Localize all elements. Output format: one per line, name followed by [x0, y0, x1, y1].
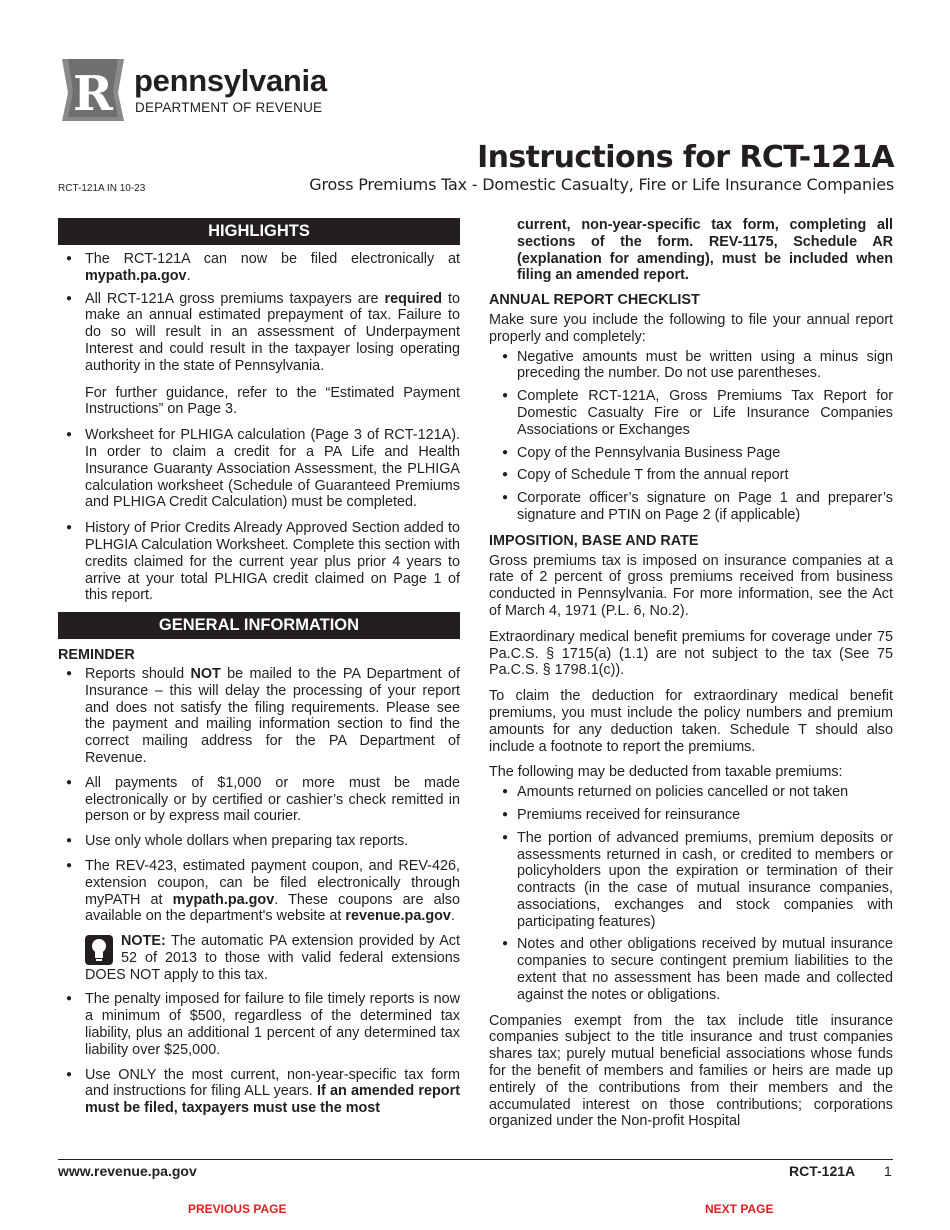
- note-block: [85, 933, 460, 983]
- reminder-heading: REMINDER: [58, 647, 135, 664]
- list-item: ● Complete RCT-121A, Gross Premiums Tax Report for Domestic Casualty Fire or Life Insurance Companies Associations or Exchanges: [489, 388, 893, 438]
- list-item: ● Copy of Schedule T from the annual report: [489, 467, 893, 484]
- checklist-heading: ANNUAL REPORT CHECKLIST: [489, 292, 700, 309]
- amended-report-continuation: current, non-year-specific tax form, completing all sections of the form. REV-1175, Schedule AR (explanation for amending), must be included when filing an amended report.: [517, 217, 893, 284]
- deductions-list: [489, 784, 893, 1004]
- left-column: [58, 218, 460, 1117]
- list-item: ● The penalty imposed for failure to file timely reports is now a minimum of $500, regardless of the determined tax liability, plus an additional 1 percent of any determined tax liability over $25,000.: [58, 991, 460, 1058]
- mypath-link[interactable]: mypath.pa.gov: [172, 891, 275, 908]
- imposition-paragraph: The following may be deducted from taxable premiums:: [489, 764, 843, 781]
- footer-page-number: 1: [884, 1163, 892, 1179]
- imposition-paragraph: To claim the deduction for extraordinary medical benefit premiums, you must include the policy numbers and premium amounts for any deduction taken. Schedule T should also include a footnote to report the premiums.: [489, 688, 893, 755]
- lightbulb-icon: [85, 935, 113, 965]
- list-item: ● Use only whole dollars when preparing tax reports.: [58, 833, 460, 850]
- list-item: ● The portion of advanced premiums, premium deposits or assessments returned in cash, or credited to members or policyholders upon the expiration or termination of their contracts (in the case of mutual insurance companies, associations, exchanges and stock companies with participating features): [489, 830, 893, 931]
- list-item: ● Reports should NOT be mailed to the PA Department of Insurance – this will delay the processing of your report and does not satisfy the filing requirements. Please see the payment and mailing information section to find the correct mailing address for the PA Department of Revenue.: [58, 666, 460, 767]
- keystone-icon: [58, 55, 128, 125]
- list-item: ● The RCT-121A can now be filed electronically at mypath.pa.gov.: [58, 251, 460, 285]
- highlights-list: [58, 251, 460, 604]
- reminder-list: [58, 666, 460, 1117]
- page-subtitle: Gross Premiums Tax - Domestic Casualty, Fire or Life Insurance Companies: [309, 175, 894, 194]
- list-item: ● Use ONLY the most current, non-year-specific tax form and instructions for filing ALL years. If an amended report must be filed, taxpayers must use the most: [58, 1067, 460, 1117]
- highlights-heading: HIGHLIGHTS: [58, 218, 460, 245]
- logo-wordmark: pennsylvania: [134, 63, 327, 98]
- right-column: [489, 217, 893, 1130]
- note-text: The automatic PA extension provided by Act 52 of 2013 to those with valid federal extensions DOES NOT apply to this tax.: [85, 933, 460, 983]
- list-item: ● Premiums received for reinsurance: [489, 807, 893, 824]
- page-title: Instructions for RCT-121A: [477, 140, 894, 175]
- exemptions-paragraph: Companies exempt from the tax include title insurance companies subject to the title insurance and trust companies shares tax; purely mutual beneficial associations whose funds for the benefit of members and families or heirs are made up entirely of the contributions from their members and the accumulated interest on those contributions; corporations organized under the Non-profit Hospital: [489, 1012, 893, 1130]
- list-item: ● All RCT-121A gross premiums taxpayers are required to make an annual estimated prepayment of tax. Failure to do so will result in an assessment of Underpayment Interest and could result in the taxpayer losing operating authority in the state of Pennsylvania. For further guidance, refer to the “Estimated Payment Instructions” on Page 3.: [58, 291, 460, 419]
- imposition-heading: IMPOSITION, BASE AND RATE: [489, 532, 699, 549]
- list-item: ● Copy of the Pennsylvania Business Page: [489, 445, 893, 462]
- footer-form-name: RCT-121A: [789, 1163, 856, 1179]
- checklist-list: [489, 349, 893, 524]
- form-revision-id: RCT-121A IN 10-23: [58, 183, 146, 194]
- list-item: ● Negative amounts must be written using a minus sign preceding the number. Do not use parentheses.: [489, 349, 893, 383]
- list-item: ● The REV-423, estimated payment coupon, and REV-426, extension coupon, can be filed electronically through myPATH at mypath.pa.gov. These coupons are also available on the department's website at revenue.pa.gov. NOTE: The automatic PA extension provided by Act 52 of 2013 to those with valid federal extensions DOES NOT apply to this tax.: [58, 858, 460, 984]
- general-information-heading: GENERAL INFORMATION: [58, 612, 460, 639]
- list-item: ● Notes and other obligations received by mutual insurance companies to secure contingent premium liabilities to the extent that no assessment has been made and collected against the notes or obligations.: [489, 936, 893, 1003]
- revenue-link[interactable]: revenue.pa.gov: [345, 908, 451, 925]
- footer-website-link[interactable]: www.revenue.pa.gov: [58, 1163, 197, 1179]
- logo-department: DEPARTMENT OF REVENUE: [135, 100, 323, 115]
- estimated-payment-note: For further guidance, refer to the “Estimated Payment Instructions” on Page 3.: [85, 384, 460, 418]
- list-item: ● Amounts returned on policies cancelled or not taken: [489, 784, 893, 801]
- previous-page-link[interactable]: PREVIOUS PAGE: [188, 1202, 287, 1216]
- list-item: ● All payments of $1,000 or more must be made electronically or by certified or cashier’s check remitted in person or by express mail courier.: [58, 775, 460, 825]
- imposition-paragraph: Extraordinary medical benefit premiums for coverage under 75 Pa.C.S. § 1715(a) (1.1) are not subject to the tax (See 75 Pa.C.S. § 1798.1(c)).: [489, 628, 893, 679]
- imposition-paragraph: Gross premiums tax is imposed on insurance companies at a rate of 2 percent of gross premiums received from business conducted in Pennsylvania. For more information, see the Act of March 4, 1971 (P.L. 6, No.2).: [489, 552, 893, 619]
- next-page-link[interactable]: NEXT PAGE: [705, 1202, 774, 1216]
- list-item: ● Worksheet for PLHIGA calculation (Page 3 of RCT-121A). In order to claim a credit for a PA Life and Health Insurance Guaranty Association Assessment, the PLHIGA calculation worksheet (Schedule of Guaranteed Premiums and PLHIGA Credit Calculation) must be completed.: [58, 427, 460, 511]
- list-item: ● Corporate officer’s signature on Page 1 and preparer’s signature and PTIN on Page 2 (if applicable): [489, 490, 893, 524]
- list-item: ● History of Prior Credits Already Approved Section added to PLHGIA Calculation Worksheet. Complete this section with credits claimed for the current year plus prior 4 years to arrive at your total PLHIGA credit claimed on Page 1 of this report.: [58, 520, 460, 604]
- footer-divider: [58, 1159, 893, 1160]
- logo-letter: R: [73, 66, 113, 122]
- mypath-link[interactable]: mypath.pa.gov: [85, 267, 187, 284]
- checklist-intro: Make sure you include the following to file your annual report properly and completely:: [489, 311, 893, 345]
- note-label: NOTE:: [121, 933, 166, 950]
- pa-revenue-logo: [58, 55, 338, 125]
